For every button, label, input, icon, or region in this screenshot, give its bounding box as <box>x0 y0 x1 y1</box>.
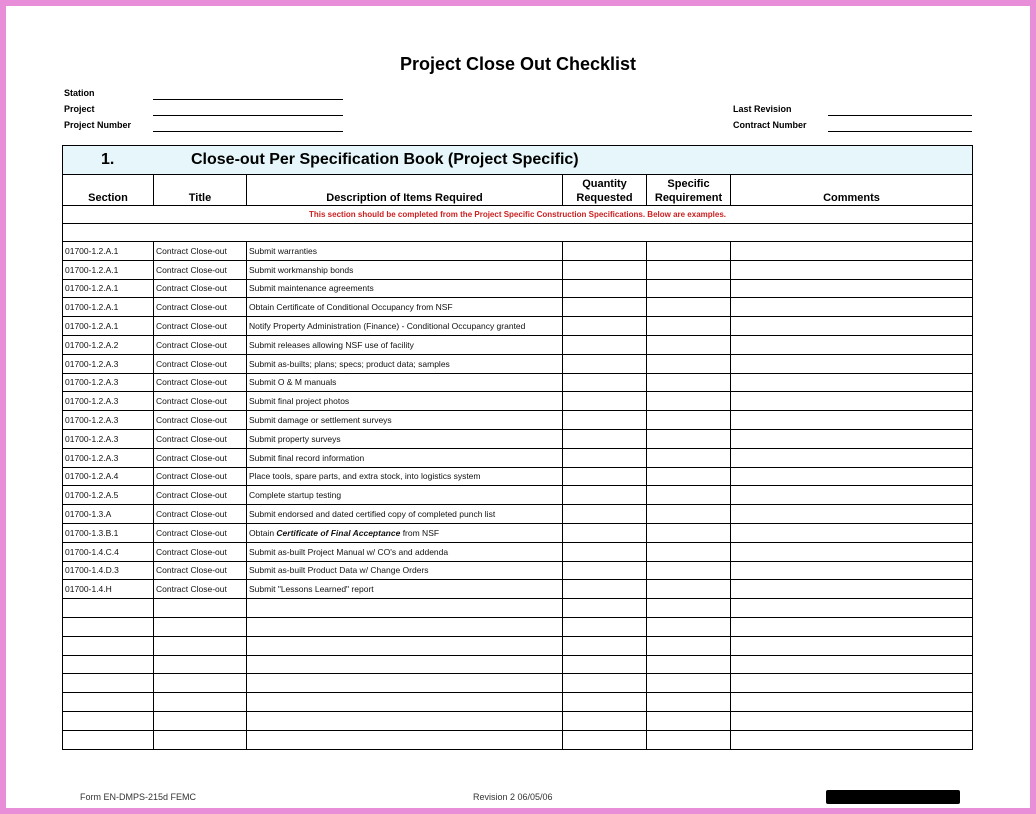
quantity-cell[interactable] <box>563 411 647 430</box>
description-cell: Notify Property Administration (Finance) - Conditional Occupancy granted <box>247 317 563 336</box>
title-cell[interactable] <box>154 599 247 618</box>
section-cell[interactable] <box>63 711 154 730</box>
quantity-cell[interactable] <box>563 429 647 448</box>
empty-table-row <box>63 711 973 730</box>
comments-cell[interactable] <box>731 279 973 298</box>
title-cell: Contract Close-out <box>154 448 247 467</box>
project-field[interactable] <box>153 115 343 116</box>
section-cell[interactable] <box>63 674 154 693</box>
section-cell[interactable] <box>63 655 154 674</box>
description-cell: Submit maintenance agreements <box>247 279 563 298</box>
instruction-row <box>63 206 973 224</box>
title-cell[interactable] <box>154 711 247 730</box>
specific-requirement-cell[interactable] <box>647 392 731 411</box>
specific-requirement-cell[interactable] <box>647 448 731 467</box>
col-description-header: Description of Items Required <box>247 175 563 206</box>
project-number-field[interactable] <box>153 131 343 132</box>
section-cell[interactable] <box>63 693 154 712</box>
specific-requirement-cell[interactable] <box>647 242 731 261</box>
comments-cell[interactable] <box>731 242 973 261</box>
section-cell: 01700-1.2.A.1 <box>63 260 154 279</box>
specific-requirement-cell[interactable] <box>647 279 731 298</box>
title-cell: Contract Close-out <box>154 523 247 542</box>
title-cell: Contract Close-out <box>154 429 247 448</box>
comments-cell[interactable] <box>731 523 973 542</box>
section-cell: 01700-1.2.A.5 <box>63 486 154 505</box>
title-cell: Contract Close-out <box>154 373 247 392</box>
quantity-cell[interactable] <box>563 373 647 392</box>
quantity-cell[interactable] <box>563 542 647 561</box>
specific-requirement-cell[interactable] <box>647 373 731 392</box>
comments-cell[interactable] <box>731 636 973 655</box>
quantity-cell[interactable] <box>563 599 647 618</box>
empty-table-row <box>63 674 973 693</box>
spacer-row <box>63 224 973 242</box>
spacer-cell <box>63 224 973 242</box>
title-cell: Contract Close-out <box>154 542 247 561</box>
description-cell: Submit property surveys <box>247 429 563 448</box>
section-cell: 01700-1.2.A.1 <box>63 242 154 261</box>
section-number: 1. <box>101 151 115 168</box>
empty-table-row <box>63 693 973 712</box>
quantity-cell[interactable] <box>563 298 647 317</box>
specific-requirement-cell[interactable] <box>647 730 731 749</box>
description-cell[interactable] <box>247 617 563 636</box>
section-cell: 01700-1.2.A.3 <box>63 373 154 392</box>
title-cell: Contract Close-out <box>154 561 247 580</box>
section-cell: 01700-1.2.A.3 <box>63 354 154 373</box>
table-row <box>63 279 973 298</box>
document-title: Project Close Out Checklist <box>399 54 637 74</box>
description-cell[interactable] <box>247 599 563 618</box>
table-row <box>63 392 973 411</box>
station-label: Station <box>64 88 95 98</box>
description-cell: Submit O & M manuals <box>247 373 563 392</box>
comments-cell[interactable] <box>731 373 973 392</box>
col-specific-header <box>647 175 731 206</box>
quantity-cell[interactable] <box>563 260 647 279</box>
section-cell[interactable] <box>63 636 154 655</box>
comments-cell[interactable] <box>731 617 973 636</box>
quantity-cell[interactable] <box>563 523 647 542</box>
section-cell[interactable] <box>63 617 154 636</box>
comments-cell[interactable] <box>731 711 973 730</box>
quantity-cell[interactable] <box>563 279 647 298</box>
specific-requirement-cell[interactable] <box>647 317 731 336</box>
description-cell[interactable] <box>247 674 563 693</box>
table-row <box>63 373 973 392</box>
specific-header-line1: Specific <box>667 178 710 190</box>
comments-cell[interactable] <box>731 392 973 411</box>
comments-cell[interactable] <box>731 655 973 674</box>
title-cell[interactable] <box>154 693 247 712</box>
description-cell: Submit endorsed and dated certified copy of completed punch list <box>247 505 563 524</box>
table-row <box>63 242 973 261</box>
section-cell: 01700-1.4.C.4 <box>63 542 154 561</box>
specific-requirement-cell[interactable] <box>647 542 731 561</box>
comments-cell[interactable] <box>731 467 973 486</box>
comments-cell[interactable] <box>731 317 973 336</box>
section-cell: 01700-1.2.A.3 <box>63 392 154 411</box>
quantity-cell[interactable] <box>563 486 647 505</box>
specific-requirement-cell[interactable] <box>647 486 731 505</box>
comments-cell[interactable] <box>731 674 973 693</box>
title-cell: Contract Close-out <box>154 467 247 486</box>
section-title: Close-out Per Specification Book (Project Specific) <box>191 151 579 168</box>
description-cell: Submit "Lessons Learned" report <box>247 580 563 599</box>
comments-cell[interactable] <box>731 730 973 749</box>
revision-text: Revision 2 06/05/06 <box>473 792 553 802</box>
checklist-body <box>63 242 973 750</box>
table-row <box>63 561 973 580</box>
table-row <box>63 260 973 279</box>
comments-cell[interactable] <box>731 599 973 618</box>
empty-table-row <box>63 636 973 655</box>
specific-requirement-cell[interactable] <box>647 354 731 373</box>
quantity-cell[interactable] <box>563 711 647 730</box>
specific-requirement-cell[interactable] <box>647 711 731 730</box>
specific-requirement-cell[interactable] <box>647 523 731 542</box>
table-row <box>63 505 973 524</box>
title-cell: Contract Close-out <box>154 298 247 317</box>
description-cell: Complete startup testing <box>247 486 563 505</box>
description-cell[interactable] <box>247 711 563 730</box>
table-row <box>63 448 973 467</box>
quantity-cell[interactable] <box>563 317 647 336</box>
form-id: Form EN-DMPS-215d FEMC <box>80 792 197 802</box>
specific-requirement-cell[interactable] <box>647 580 731 599</box>
description-cell: Submit as-built Project Manual w/ CO's and addenda <box>247 542 563 561</box>
comments-cell[interactable] <box>731 354 973 373</box>
col-comments-header: Comments <box>731 175 973 206</box>
description-cell: Submit as-builts; plans; specs; product data; samples <box>247 354 563 373</box>
comments-cell[interactable] <box>731 542 973 561</box>
section-cell: 01700-1.3.B.1 <box>63 523 154 542</box>
quantity-cell[interactable] <box>563 467 647 486</box>
description-cell[interactable] <box>247 655 563 674</box>
quantity-cell[interactable] <box>563 354 647 373</box>
section-cell[interactable] <box>63 599 154 618</box>
empty-table-row <box>63 617 973 636</box>
comments-cell[interactable] <box>731 561 973 580</box>
description-cell: Submit releases allowing NSF use of facility <box>247 335 563 354</box>
empty-table-row <box>63 599 973 618</box>
section-cell: 01700-1.2.A.3 <box>63 411 154 430</box>
description-cell[interactable] <box>247 693 563 712</box>
contract-number-field[interactable] <box>828 131 972 132</box>
title-cell: Contract Close-out <box>154 392 247 411</box>
description-cell[interactable] <box>247 636 563 655</box>
table-row <box>63 523 973 542</box>
title-cell: Contract Close-out <box>154 279 247 298</box>
section-cell: 01700-1.2.A.2 <box>63 335 154 354</box>
section-instruction: This section should be completed from the Project Specific Construction Specifications. Below are examples. <box>63 206 973 224</box>
comments-cell[interactable] <box>731 448 973 467</box>
contract-number-label: Contract Number <box>733 120 807 130</box>
description-cell: Submit damage or settlement surveys <box>247 411 563 430</box>
specific-requirement-cell[interactable] <box>647 674 731 693</box>
comments-cell[interactable] <box>731 335 973 354</box>
description-cell: Obtain Certificate of Conditional Occupancy from NSF <box>247 298 563 317</box>
description-cell: Submit as-built Product Data w/ Change Orders <box>247 561 563 580</box>
checklist-table <box>62 145 973 750</box>
quantity-header-line2: Requested <box>576 192 633 204</box>
table-row <box>63 354 973 373</box>
empty-table-row <box>63 730 973 749</box>
comments-cell[interactable] <box>731 411 973 430</box>
specific-requirement-cell[interactable] <box>647 561 731 580</box>
title-cell: Contract Close-out <box>154 505 247 524</box>
comments-cell[interactable] <box>731 580 973 599</box>
description-cell: Place tools, spare parts, and extra stock, into logistics system <box>247 467 563 486</box>
comments-cell[interactable] <box>731 429 973 448</box>
specific-requirement-cell[interactable] <box>647 655 731 674</box>
title-cell: Contract Close-out <box>154 411 247 430</box>
section-header-row <box>63 146 973 175</box>
title-cell: Contract Close-out <box>154 317 247 336</box>
quantity-header-line1: Quantity <box>582 178 627 190</box>
table-row <box>63 580 973 599</box>
specific-requirement-cell[interactable] <box>647 693 731 712</box>
title-cell: Contract Close-out <box>154 354 247 373</box>
table-row <box>63 335 973 354</box>
description-post: from NSF <box>400 527 440 538</box>
specific-requirement-cell[interactable] <box>647 335 731 354</box>
comments-cell[interactable] <box>731 486 973 505</box>
table-row <box>63 411 973 430</box>
title-cell[interactable] <box>154 636 247 655</box>
section-cell: 01700-1.2.A.1 <box>63 298 154 317</box>
comments-cell[interactable] <box>731 298 973 317</box>
description-cell[interactable] <box>247 730 563 749</box>
quantity-cell[interactable] <box>563 674 647 693</box>
title-cell[interactable] <box>154 655 247 674</box>
col-title-header: Title <box>154 175 247 206</box>
empty-table-row <box>63 655 973 674</box>
quantity-cell[interactable] <box>563 505 647 524</box>
table-row <box>63 467 973 486</box>
section-cell: 01700-1.2.A.1 <box>63 279 154 298</box>
col-section-header: Section <box>63 175 154 206</box>
comments-cell[interactable] <box>731 693 973 712</box>
table-row <box>63 298 973 317</box>
table-row <box>63 317 973 336</box>
comments-cell[interactable] <box>731 260 973 279</box>
quantity-cell[interactable] <box>563 617 647 636</box>
section-cell[interactable] <box>63 730 154 749</box>
section-cell: 01700-1.2.A.1 <box>63 317 154 336</box>
quantity-cell[interactable] <box>563 335 647 354</box>
description-cell: Submit workmanship bonds <box>247 260 563 279</box>
specific-requirement-cell[interactable] <box>647 411 731 430</box>
last-revision-field[interactable] <box>828 115 972 116</box>
description-cell: Submit final record information <box>247 448 563 467</box>
specific-header-line2: Requirement <box>654 192 723 204</box>
section-heading <box>63 146 973 175</box>
quantity-cell[interactable] <box>563 561 647 580</box>
title-cell: Contract Close-out <box>154 260 247 279</box>
specific-requirement-cell[interactable] <box>647 429 731 448</box>
project-label: Project <box>64 104 95 114</box>
title-cell[interactable] <box>154 730 247 749</box>
specific-requirement-cell[interactable] <box>647 467 731 486</box>
specific-requirement-cell[interactable] <box>647 260 731 279</box>
comments-cell[interactable] <box>731 505 973 524</box>
description-pre: Obtain <box>249 527 277 538</box>
title-cell: Contract Close-out <box>154 335 247 354</box>
section-cell: 01700-1.2.A.3 <box>63 448 154 467</box>
quantity-cell[interactable] <box>563 392 647 411</box>
specific-requirement-cell[interactable] <box>647 617 731 636</box>
title-cell: Contract Close-out <box>154 580 247 599</box>
description-cell: Submit final project photos <box>247 392 563 411</box>
title-cell: Contract Close-out <box>154 486 247 505</box>
quantity-cell[interactable] <box>563 448 647 467</box>
specific-requirement-cell[interactable] <box>647 599 731 618</box>
section-cell: 01700-1.2.A.4 <box>63 467 154 486</box>
quantity-cell[interactable] <box>563 580 647 599</box>
last-revision-label: Last Revision <box>733 104 792 114</box>
table-row <box>63 429 973 448</box>
quantity-cell[interactable] <box>563 730 647 749</box>
section-cell: 01700-1.4.D.3 <box>63 561 154 580</box>
specific-requirement-cell[interactable] <box>647 298 731 317</box>
column-header-row <box>63 175 973 206</box>
redaction-bar <box>826 790 960 804</box>
title-cell[interactable] <box>154 674 247 693</box>
description-cell: Submit warranties <box>247 242 563 261</box>
title-cell: Contract Close-out <box>154 242 247 261</box>
description-cell <box>247 523 563 542</box>
quantity-cell[interactable] <box>563 636 647 655</box>
project-number-label: Project Number <box>64 120 132 130</box>
station-field[interactable] <box>153 99 343 100</box>
col-quantity-header <box>563 175 647 206</box>
section-cell: 01700-1.3.A <box>63 505 154 524</box>
quantity-cell[interactable] <box>563 242 647 261</box>
section-cell: 01700-1.2.A.3 <box>63 429 154 448</box>
section-cell: 01700-1.4.H <box>63 580 154 599</box>
quantity-cell[interactable] <box>563 693 647 712</box>
specific-requirement-cell[interactable] <box>647 505 731 524</box>
quantity-cell[interactable] <box>563 655 647 674</box>
title-cell[interactable] <box>154 617 247 636</box>
specific-requirement-cell[interactable] <box>647 636 731 655</box>
description-emphasis: Certificate of Final Acceptance <box>276 527 401 538</box>
table-row <box>63 542 973 561</box>
table-row <box>63 486 973 505</box>
